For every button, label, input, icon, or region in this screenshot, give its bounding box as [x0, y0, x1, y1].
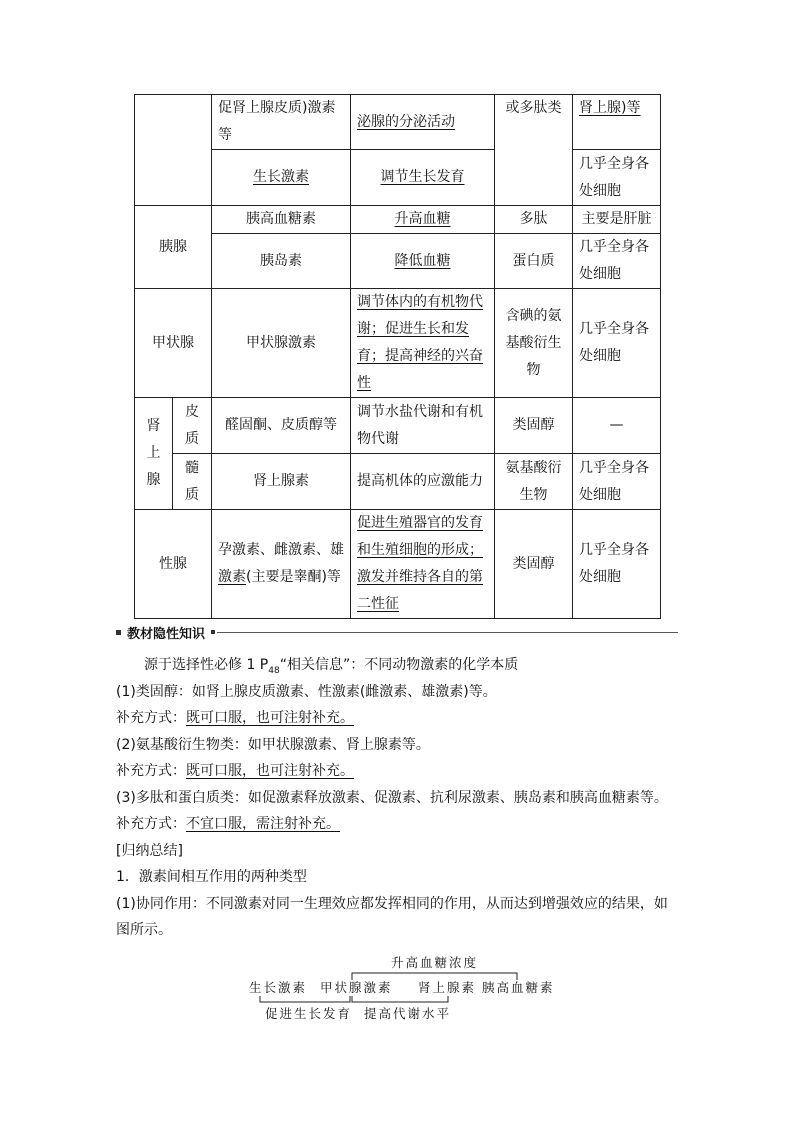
top-bracket	[352, 973, 517, 980]
supplement-line: 补充方式：既可口服，也可注射补充。	[116, 763, 354, 779]
table-row	[135, 289, 661, 398]
function-cell: 调节体内的有机物代谢；促进生长和发育；提高神经的兴奋性	[351, 289, 495, 398]
hormone-cell: 肾上腺素	[212, 454, 351, 510]
diagram-bottom-label: 提高代谢水平	[364, 1006, 452, 1021]
table-row	[135, 234, 661, 289]
point-text: (1)协同作用：不同激素对同一生理效应都发挥相同的作用，从而达到增强效应的结果，如图所示。	[116, 895, 668, 938]
target-cell: 几乎全身各处细胞	[573, 454, 661, 510]
target-cell: 主要是肝脏	[573, 206, 661, 234]
chemistry-cell: 蛋白质	[495, 234, 573, 289]
diagram-hormone: 肾上腺素	[418, 980, 477, 995]
supplement-line: 补充方式：不宜口服，需注射补充。	[116, 816, 340, 832]
section-heading	[116, 624, 678, 640]
gland-cell: 性腺	[135, 510, 212, 619]
item-title: (1)类固醇：如肾上腺皮质激素、性激素(雌激素、雄激素)等。	[116, 683, 497, 700]
table-row	[135, 150, 661, 206]
function-cell: 调节水盐代谢和有机物代谢	[351, 398, 495, 454]
section-title: 教材隐性知识	[127, 626, 206, 642]
subgland-cell: 髓 质	[173, 454, 212, 510]
point-heading: 1．激素间相互作用的两种类型	[116, 869, 307, 885]
chemistry-cell: 多肽	[495, 206, 573, 234]
square-bullet-icon	[211, 630, 215, 634]
hormone-cell: 胰岛素	[212, 234, 351, 289]
hormone-cell: 生长激素	[212, 150, 351, 206]
gland-cell: 甲状腺	[135, 289, 212, 398]
bottom-left-bracket	[260, 996, 350, 1002]
hormone-cell: 促肾上腺皮质)激素等	[212, 95, 351, 150]
function-cell: 降低血糖	[351, 234, 495, 289]
table-row	[135, 454, 661, 510]
target-cell: 几乎全身各处细胞	[573, 510, 661, 619]
function-cell: 提高机体的应激能力	[351, 454, 495, 510]
item-title: (3)多肽和蛋白质类：如促激素释放激素、促激素、抗利尿激素、胰岛素和胰高血糖素等。	[116, 789, 668, 806]
chemistry-cell: 含碘的氨基酸衍生物	[495, 289, 573, 398]
diagram-hormone: 胰高血糖素	[482, 980, 555, 995]
function-cell: 泌腺的分泌活动	[351, 95, 495, 150]
synergy-diagram	[0, 950, 794, 1030]
hormone-cell: 醛固酮、皮质醇等	[212, 398, 351, 454]
body-text	[116, 652, 678, 944]
chemistry-cell: 类固醇	[495, 510, 573, 619]
table-row	[135, 398, 661, 454]
table-row	[135, 206, 661, 234]
source-line: 源于选择性必修 1 $P_{48}“$相关信息”：不同动物激素的化学本质	[144, 657, 519, 676]
synergy-diagram-svg	[0, 950, 794, 1030]
target-cell: 几乎全身各处细胞	[573, 234, 661, 289]
hormone-cell: 胰高血糖素	[212, 206, 351, 234]
diagram-bottom-label: 促进生长发育	[265, 1006, 353, 1021]
item-title: (2)氨基酸衍生物类：如甲状腺激素、肾上腺素等。	[116, 736, 430, 753]
chemistry-cell: 类固醇	[495, 398, 573, 454]
diagram-hormone: 甲状腺激素	[320, 980, 393, 995]
hormone-cell: 甲状腺激素	[212, 289, 351, 398]
target-cell: 肾上腺)等	[573, 95, 661, 150]
table-row	[135, 510, 661, 619]
square-bullet-icon	[116, 630, 121, 635]
gland-cell: 肾 上 腺	[135, 398, 173, 510]
target-cell: —	[573, 398, 661, 454]
target-cell: 几乎全身各处细胞	[573, 150, 661, 206]
chemistry-cell: 氨基酸衍生物	[495, 454, 573, 510]
function-cell: 升高血糖	[351, 206, 495, 234]
chemistry-cell: 或多肽类	[495, 95, 573, 206]
gland-cell	[135, 95, 212, 206]
bottom-right-bracket	[352, 996, 448, 1002]
hormone-cell: 孕激素、雌激素、雄激素(主要是睾酮)等	[212, 510, 351, 619]
target-cell: 几乎全身各处细胞	[573, 289, 661, 398]
hormone-table	[134, 94, 661, 619]
supplement-line: 补充方式：既可口服，也可注射补充。	[116, 710, 354, 726]
diagram-hormone: 生长激素	[249, 980, 308, 995]
subgland-cell: 皮 质	[173, 398, 212, 454]
table-row	[135, 95, 661, 150]
gland-cell: 胰腺	[135, 206, 212, 289]
diagram-top-label: 升高血糖浓度	[391, 955, 479, 970]
divider	[217, 632, 678, 633]
summary-label: [归纳总结]	[116, 842, 183, 859]
function-cell: 调节生长发育	[351, 150, 495, 206]
function-cell: 促进生殖器官的发育和生殖细胞的形成；激发并维持各自的第二性征	[351, 510, 495, 619]
